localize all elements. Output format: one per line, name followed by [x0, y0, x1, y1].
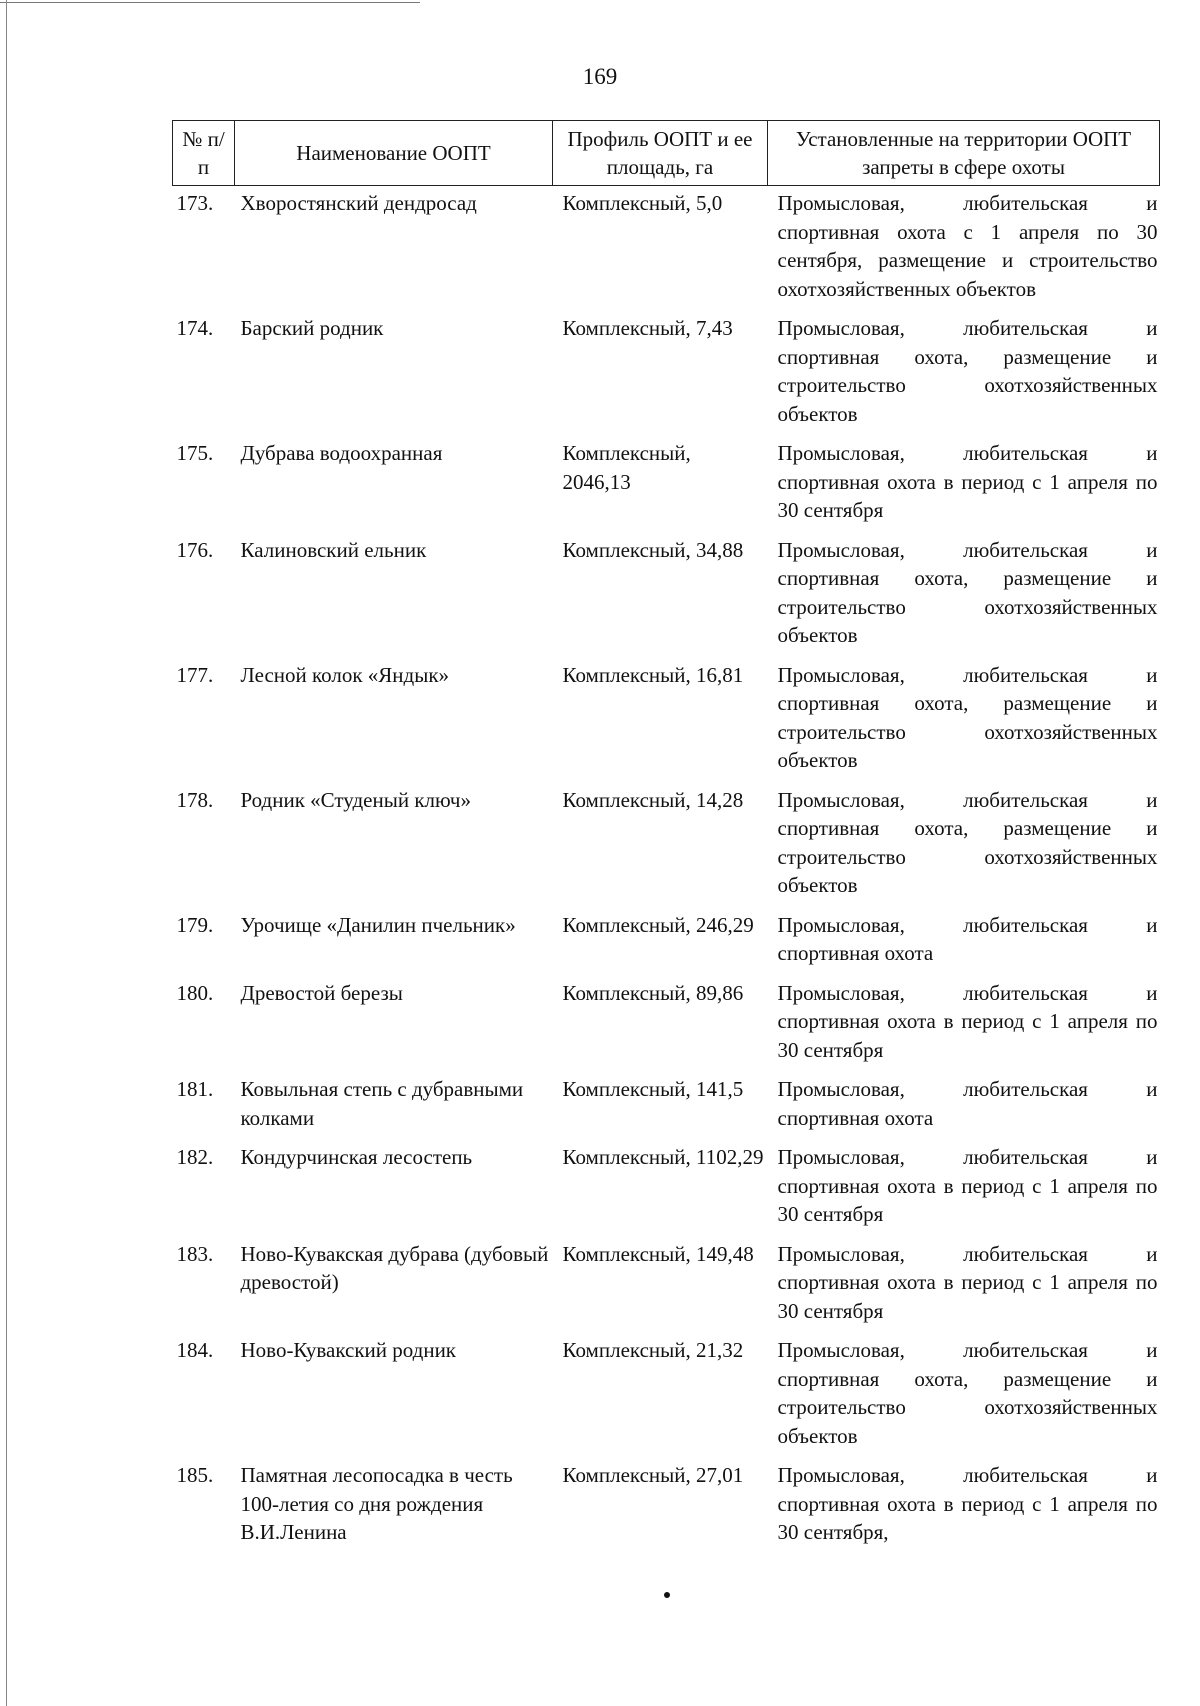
header-bans: Установленные на территории ООПТ запреты в сфере охоты: [768, 121, 1160, 186]
table-row: [173, 909, 1160, 977]
row-profile: Комплексный, 1102,29: [562, 1145, 764, 1169]
row-bans: Промысловая, любительская и спортивная охота в период с 1 апреля по 30 сентября: [777, 441, 1158, 522]
table-row: [173, 437, 1160, 534]
row-bans: Промысловая, любительская и спортивная охота, размещение и строительство охотхозяйственных объектов: [777, 537, 1158, 647]
row-number: 182.: [176, 1145, 214, 1169]
row-profile: Комплексный, 141,5: [562, 1077, 744, 1101]
row-name: Ново-Кувакский родник: [240, 1338, 457, 1362]
row-bans: Промысловая, любительская и спортивная охота, размещение и строительство охотхозяйственных объектов: [777, 662, 1158, 772]
row-bans: Промысловая, любительская и спортивная охота, размещение и строительство охотхозяйственных объектов: [777, 1338, 1158, 1448]
row-name: Барский родник: [240, 316, 384, 340]
row-bans: Промысловая, любительская и спортивная охота в период с 1 апреля по 30 сентября: [777, 1241, 1158, 1323]
row-profile: Комплексный, 34,88: [562, 537, 744, 562]
row-name: Дубрава водоохранная: [240, 441, 443, 465]
row-bans: Промысловая, любительская и спортивная охота, размещение и строительство охотхозяйственных объектов: [777, 787, 1158, 897]
row-bans: Промысловая, любительская и спортивная охота: [777, 1077, 1158, 1130]
row-number: 174.: [176, 316, 214, 340]
header-name: Наименование ООПТ: [235, 121, 553, 186]
table-row: [173, 312, 1160, 437]
row-profile: Комплексный, 149,48: [562, 1241, 754, 1266]
scan-edge-left: [6, 0, 7, 1706]
table-row: [173, 784, 1160, 909]
table-row: [173, 1141, 1160, 1238]
row-name: Хворостянский дендросад: [240, 191, 477, 215]
row-number: 173.: [176, 191, 214, 215]
row-profile: Комплексный, 2046,13: [562, 441, 691, 494]
header-profile: Профиль ООПТ и ее площадь, га: [553, 121, 768, 186]
table-row: [173, 659, 1160, 784]
row-name: Лесной колок «Яндык»: [240, 662, 450, 687]
table-row: [173, 534, 1160, 659]
header-row: [173, 121, 1160, 186]
table-row: [173, 186, 1160, 313]
row-number: 185.: [176, 1463, 214, 1487]
scan-edge-top: [0, 2, 420, 3]
row-bans: Промысловая, любительская и спортивная охота в период с 1 апреля по 30 сентября,: [777, 1463, 1158, 1544]
row-name: Урочище «Данилин пчельник»: [240, 912, 516, 937]
row-name: Древостой березы: [240, 980, 403, 1005]
row-name: Калиновский ельник: [240, 537, 427, 562]
page-number: 169: [582, 64, 618, 89]
row-name: Памятная лесопосадка в честь 100-летия со дня рождения В.И.Ленина: [240, 1463, 513, 1544]
table-row: [173, 1238, 1160, 1335]
row-bans: Промысловая, любительская и спортивная охота с 1 апреля по 30 сентября, размещение и строительство охотхозяйственных объектов: [777, 191, 1158, 301]
table-row: [173, 1459, 1160, 1556]
row-number: 181.: [176, 1077, 214, 1101]
row-name: Кондурчинская лесостепь: [240, 1145, 473, 1169]
row-name: Ново-Кувакская дубрава (дубовый древостой): [240, 1241, 549, 1294]
row-profile: Комплексный, 89,86: [562, 980, 744, 1005]
row-profile: Комплексный, 7,43: [562, 316, 733, 340]
row-number: 176.: [176, 537, 214, 562]
table-row: [173, 977, 1160, 1074]
row-number: 180.: [176, 980, 214, 1005]
table-row: [173, 1073, 1160, 1141]
row-profile: Комплексный, 21,32: [562, 1338, 744, 1362]
table-header: [173, 121, 1160, 186]
row-profile: Комплексный, 5,0: [562, 191, 723, 215]
row-profile: Комплексный, 16,81: [562, 662, 744, 687]
row-bans: Промысловая, любительская и спортивная охота в период с 1 апреля по 30 сентября: [777, 1145, 1158, 1226]
row-number: 177.: [176, 662, 214, 687]
row-number: 178.: [176, 787, 214, 812]
row-bans: Промысловая, любительская и спортивная охота: [777, 912, 1158, 965]
row-number: 175.: [176, 441, 214, 465]
protected-areas-table: [172, 120, 1160, 1556]
row-bans: Промысловая, любительская и спортивная охота в период с 1 апреля по 30 сентября: [777, 980, 1158, 1062]
row-name: Ковыльная степь с дубравными колками: [240, 1077, 524, 1130]
row-number: 179.: [176, 912, 214, 937]
row-bans: Промысловая, любительская и спортивная охота, размещение и строительство охотхозяйственных объектов: [777, 316, 1158, 426]
row-number: 184.: [176, 1338, 214, 1362]
row-profile: Комплексный, 246,29: [562, 912, 754, 937]
table-row: [173, 1334, 1160, 1459]
row-profile: Комплексный, 27,01: [562, 1463, 744, 1487]
row-name: Родник «Студеный ключ»: [240, 787, 471, 812]
row-profile: Комплексный, 14,28: [562, 787, 744, 812]
scan-dot-mark: [664, 1592, 670, 1598]
header-num: № п/п: [173, 121, 235, 186]
table-body: [173, 186, 1160, 1556]
row-number: 183.: [176, 1241, 214, 1266]
